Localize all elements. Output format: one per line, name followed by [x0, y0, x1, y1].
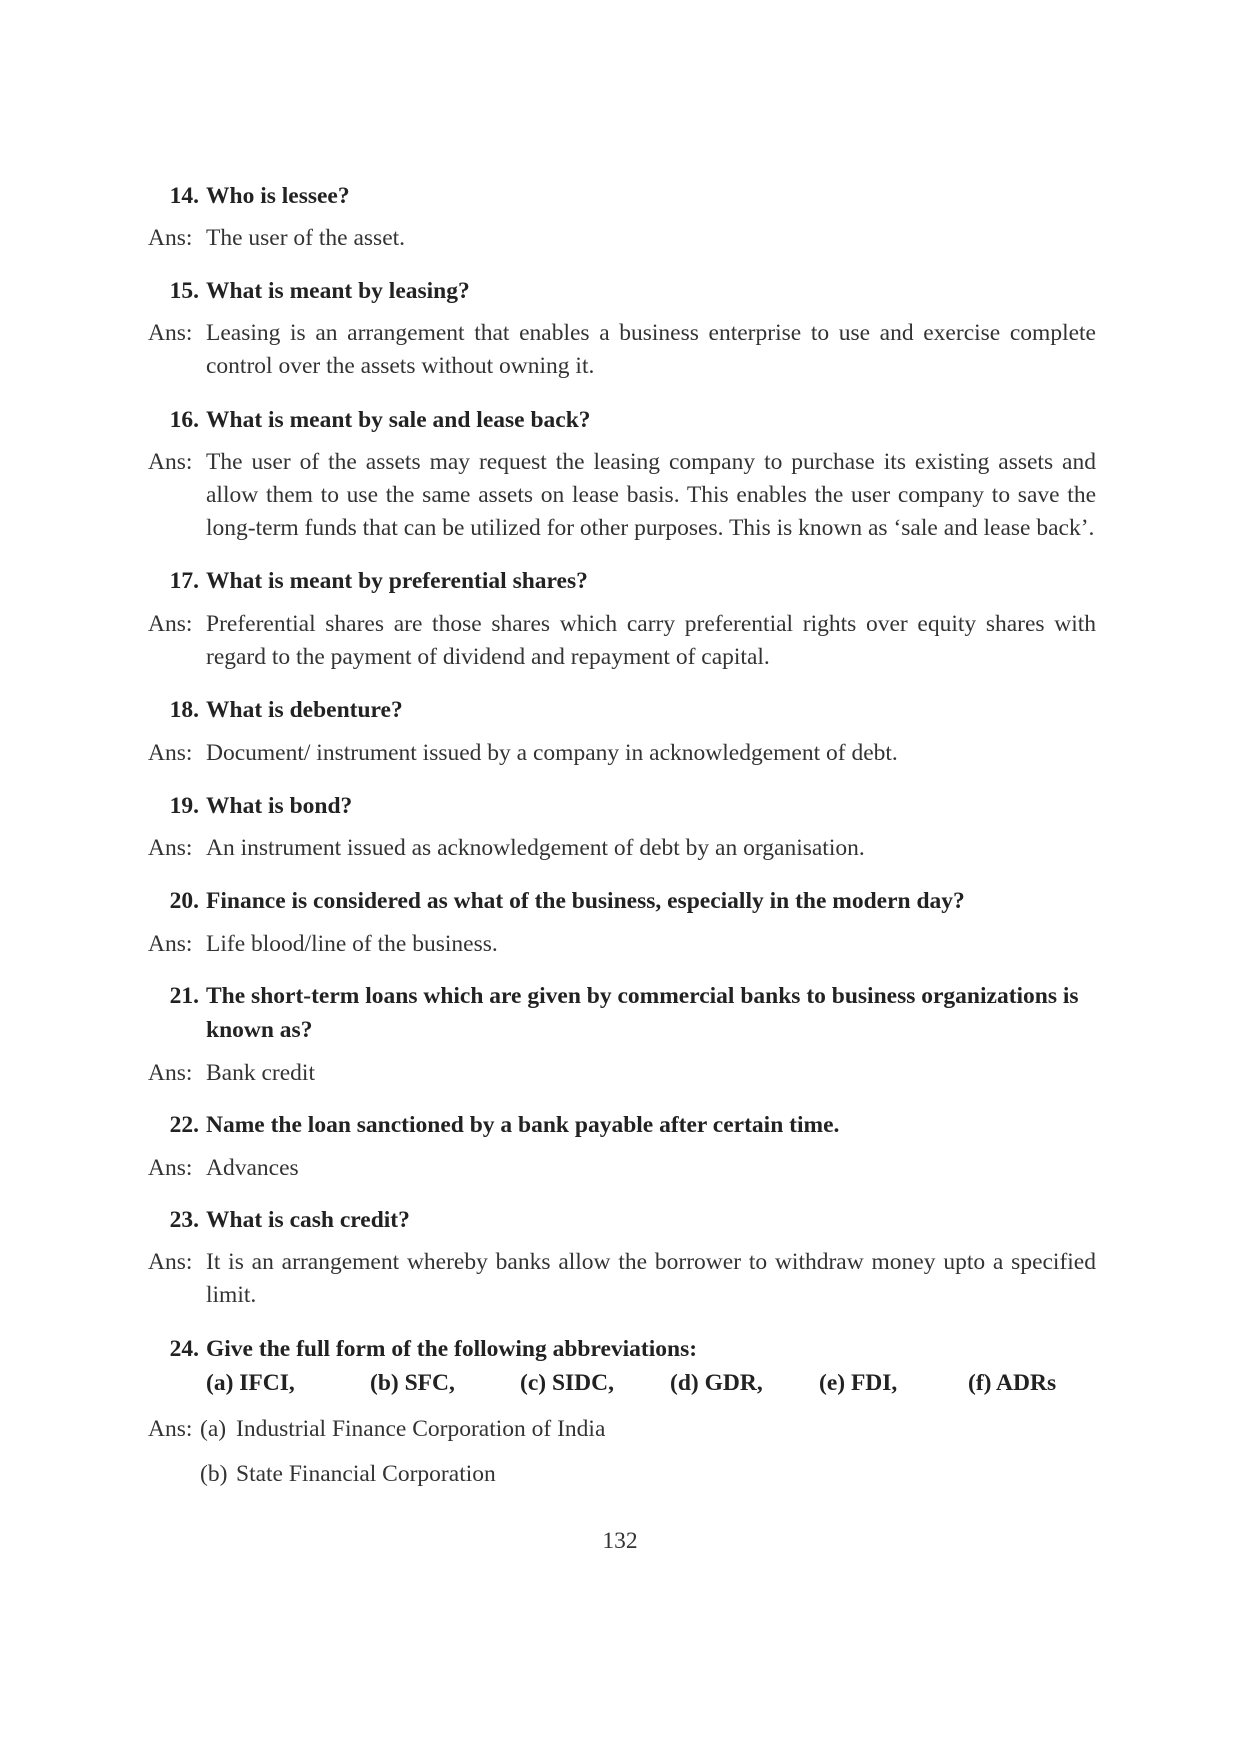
answer-label: Ans: — [148, 1416, 193, 1442]
question-text: Name the loan sanctioned by a bank payable after certain time. — [206, 1112, 840, 1138]
answer-text: Life blood/line of the business. — [206, 931, 498, 957]
question-number: 15. — [169, 278, 199, 304]
answer-text: The user of the asset. — [206, 225, 406, 251]
question-number: 20. — [169, 888, 199, 914]
sub-answer-text: State Financial Corporation — [236, 1461, 496, 1487]
answer-label: Ans: — [148, 320, 193, 346]
question-text: Who is lessee? — [206, 183, 350, 209]
question-text: What is meant by sale and lease back? — [206, 407, 591, 433]
question-number: 23. — [169, 1207, 199, 1233]
question-number: 16. — [169, 407, 199, 433]
question-text: What is meant by preferential shares? — [206, 568, 588, 594]
question-text: What is bond? — [206, 793, 353, 819]
question-text: Give the full form of the following abbreviations: — [206, 1336, 698, 1362]
abbreviation-item: (f) ADRs — [968, 1370, 1057, 1396]
question-number: 24. — [169, 1336, 199, 1362]
question-text: What is debenture? — [206, 697, 403, 723]
abbreviation-item: (a) IFCI, — [206, 1370, 295, 1396]
answer-text: Advances — [206, 1155, 299, 1181]
answer-text: Leasing is an arrangement that enables a business enterprise to use and exercise complete control over the assets without owning it. — [206, 320, 1096, 379]
abbreviation-item: (d) GDR, — [670, 1370, 763, 1396]
answer-text: Document/ instrument issued by a company in acknowledgement of debt. — [206, 740, 898, 766]
abbreviation-item: (b) SFC, — [370, 1370, 455, 1396]
page-number: 132 — [602, 1528, 638, 1554]
answer-text: The user of the assets may request the leasing company to purchase its existing assets and allow them to use the same assets on lease basis. This enables the user company to save the long-term funds that can be utilized for other purposes. This is known as ‘sale and lease back’. — [206, 449, 1096, 541]
answer-label: Ans: — [148, 449, 193, 475]
answer-label: Ans: — [148, 225, 193, 251]
question-text: The short-term loans which are given by commercial banks to business organizations is known as? — [206, 983, 1079, 1043]
question-number: 22. — [169, 1112, 199, 1138]
question-number: 21. — [169, 983, 199, 1009]
question-number: 17. — [169, 568, 199, 594]
question-number: 14. — [169, 183, 199, 209]
abbreviation-item: (e) FDI, — [819, 1370, 898, 1396]
sub-answer-label: (b) — [200, 1461, 228, 1487]
abbreviation-item: (c) SIDC, — [520, 1370, 614, 1396]
answer-text: Bank credit — [206, 1060, 315, 1086]
question-number: 18. — [169, 697, 199, 723]
sub-answer-label: (a) — [200, 1416, 227, 1442]
answer-text: It is an arrangement whereby banks allow the borrower to withdraw money upto a specified limit. — [206, 1249, 1096, 1308]
answer-label: Ans: — [148, 1249, 193, 1275]
question-number: 19. — [169, 793, 199, 819]
answer-label: Ans: — [148, 740, 193, 766]
answer-label: Ans: — [148, 931, 193, 957]
answer-text: Preferential shares are those shares which carry preferential rights over equity shares with regard to the payment of dividend and repayment of capital. — [206, 611, 1096, 670]
answer-label: Ans: — [148, 835, 193, 861]
question-text: Finance is considered as what of the business, especially in the modern day? — [206, 888, 965, 914]
question-text: What is cash credit? — [206, 1207, 410, 1233]
answer-label: Ans: — [148, 611, 193, 637]
answer-label: Ans: — [148, 1060, 193, 1086]
answer-text: An instrument issued as acknowledgement of debt by an organisation. — [206, 835, 865, 861]
question-text: What is meant by leasing? — [206, 278, 470, 304]
sub-answer-text: Industrial Finance Corporation of India — [236, 1416, 606, 1442]
answer-label: Ans: — [148, 1155, 193, 1181]
